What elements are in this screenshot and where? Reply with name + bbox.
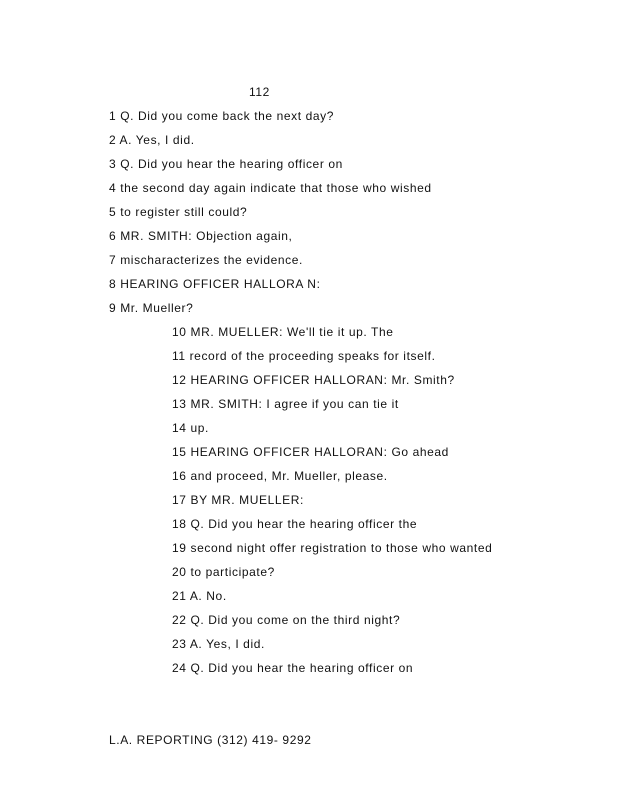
transcript-line-15: 15 HEARING OFFICER HALLORAN: Go ahead — [172, 445, 449, 459]
transcript-line-11: 11 record of the proceeding speaks for itself. — [172, 349, 436, 363]
reporter-footer: L.A. REPORTING (312) 419- 9292 — [109, 733, 312, 747]
transcript-line-22: 22 Q. Did you come on the third night? — [172, 613, 401, 627]
transcript-line-12: 12 HEARING OFFICER HALLORAN: Mr. Smith? — [172, 373, 455, 387]
transcript-line-16: 16 and proceed, Mr. Mueller, please. — [172, 469, 388, 483]
transcript-line-5: 5 to register still could? — [109, 205, 248, 219]
transcript-line-6: 6 MR. SMITH: Objection again, — [109, 229, 293, 243]
transcript-line-24: 24 Q. Did you hear the hearing officer on — [172, 661, 414, 675]
transcript-line-13: 13 MR. SMITH: I agree if you can tie it — [172, 397, 399, 411]
transcript-line-9: 9 Mr. Mueller? — [109, 301, 194, 315]
transcript-line-1: 1 Q. Did you come back the next day? — [109, 109, 335, 123]
transcript-line-23: 23 A. Yes, I did. — [172, 637, 265, 651]
transcript-line-2: 2 A. Yes, I did. — [109, 133, 195, 147]
transcript-line-18: 18 Q. Did you hear the hearing officer the — [172, 517, 418, 531]
transcript-line-10: 10 MR. MUELLER: We'll tie it up. The — [172, 325, 394, 339]
transcript-line-8: 8 HEARING OFFICER HALLORA N: — [109, 277, 321, 291]
transcript-line-4: 4 the second day again indicate that those who wished — [109, 181, 432, 195]
transcript-line-7: 7 mischaracterizes the evidence. — [109, 253, 303, 267]
page-number: 112 — [249, 85, 270, 99]
transcript-line-3: 3 Q. Did you hear the hearing officer on — [109, 157, 343, 171]
transcript-line-20: 20 to participate? — [172, 565, 275, 579]
transcript-line-14: 14 up. — [172, 421, 209, 435]
transcript-line-17: 17 BY MR. MUELLER: — [172, 493, 304, 507]
transcript-line-21: 21 A. No. — [172, 589, 227, 603]
transcript-line-19: 19 second night offer registration to those who wanted — [172, 541, 493, 555]
